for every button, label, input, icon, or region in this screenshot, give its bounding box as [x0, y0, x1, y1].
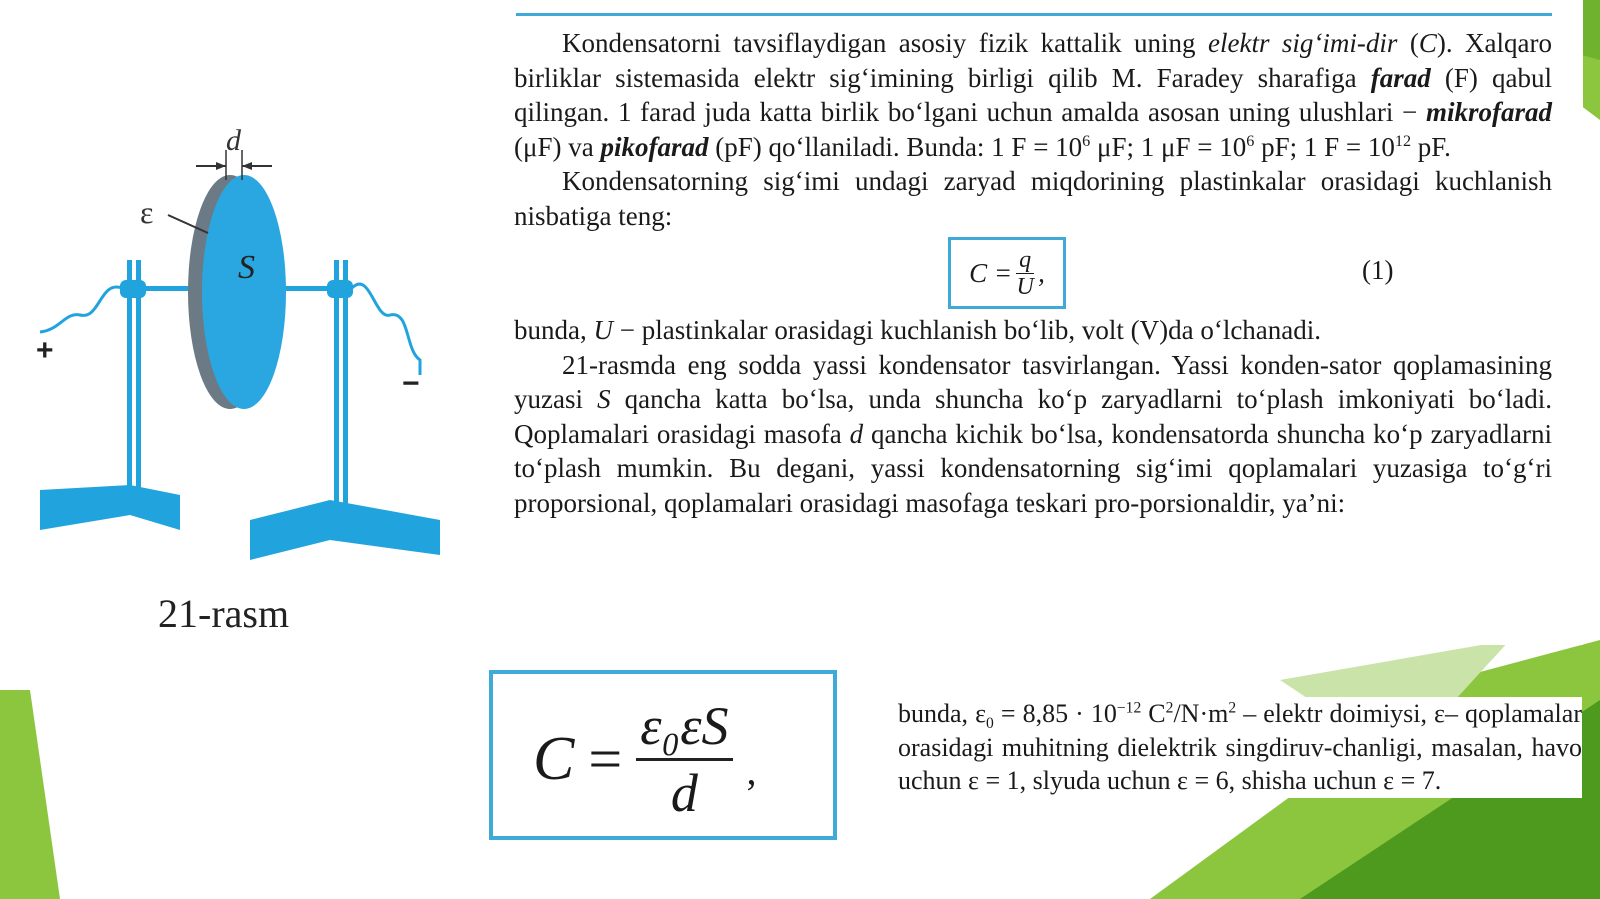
figure-caption: 21-rasm [158, 591, 290, 636]
paragraph1-run: μF; 1 μF = 10 [1090, 131, 1247, 162]
p3-prefix: bunda, [514, 315, 594, 345]
formula-1-denominator: U [1016, 273, 1034, 300]
paragraph1-run: 6 [1082, 131, 1091, 150]
p3-variable: U [593, 315, 613, 345]
paragraph1-run: C [1418, 28, 1437, 58]
p3-rest: − plastinkalar orasidagi kuchlanish bo‘lib, volt (V)da o‘lchanadi. [612, 315, 1322, 345]
side_text-run: /N·m [1173, 699, 1229, 728]
plus-sign: + [36, 334, 54, 367]
paragraph1-run: farad [1370, 62, 1431, 93]
formula-1-numerator: q [1016, 247, 1034, 274]
paragraph1-run: elektr sig‘imi-dir [1208, 28, 1398, 58]
side_text-run: 2 [1228, 699, 1237, 717]
formula-2-denominator: d [670, 763, 698, 823]
formula-1-row [514, 233, 1552, 313]
paragraph1-run: (μF) va [514, 131, 601, 162]
paragraph4-run: d [849, 418, 864, 449]
left-stand-base [40, 485, 180, 530]
paragraph4-run: qancha katta bo‘lsa, unda shuncha ko‘p zaryadlarni to‘plash imkoniyati bo‘ladi. Qoplamalari orasidagi masofa [514, 384, 1553, 449]
paragraph1-run: pF. [1411, 131, 1451, 162]
label-s: S [238, 249, 255, 286]
label-d: d [226, 124, 241, 157]
paragraph1-run: ). Xalqaro birliklar sistemasida elektr sig‘imining birligi qilib M. Faradey sharafiga [514, 28, 1552, 93]
paragraph1-run: 6 [1246, 131, 1255, 150]
capacitor-figure [30, 120, 450, 565]
paragraph1-run: 12 [1394, 131, 1412, 150]
paragraph-3 [514, 313, 1552, 348]
paragraph1-run: Kondensatorni tavsiflaydigan asosiy fizik kattalik uning [562, 28, 1208, 58]
paragraph1-run: pikofarad [600, 131, 709, 162]
paragraph4-run: 21-rasmda eng sodda yassi kondensator tasvirlangan. Yassi konden-sator qoplamasining yuzasi [514, 349, 1552, 414]
formula-2-lhs: C [533, 725, 575, 793]
body-text [514, 26, 1552, 520]
slide-decoration-left [0, 690, 90, 899]
capacitor-plate [202, 175, 286, 409]
top-rule [516, 13, 1552, 16]
paragraph-1 [514, 26, 1552, 164]
side-paragraph [898, 697, 1582, 798]
side_text-run: = 8,85 · 10 [993, 699, 1117, 728]
formula-2-numerator: ε₀εS [636, 694, 732, 761]
label-epsilon: ε [140, 194, 154, 230]
paragraph1-run: (pF) qo‘llaniladi. Bunda: 1 F = 10 [708, 131, 1083, 162]
paragraph-4 [514, 348, 1552, 521]
formula-2-equals: = [588, 726, 623, 792]
side-explanation [898, 697, 1582, 798]
formula-1-box [948, 237, 1066, 309]
side_text-run: C [1141, 699, 1166, 728]
paragraph1-run: (F) qabul qilingan. 1 farad juda katta birlik bo‘lgani uchun amalda asosan uning ulushlari − [514, 62, 1552, 127]
equation-number: (1) [1362, 255, 1394, 285]
paragraph1-run: ( [1397, 28, 1419, 58]
formula-2-box [489, 670, 837, 840]
paragraph4-run: qancha kichik bo‘lsa, kondensatorda shuncha ko‘p zaryadlarni to‘plash mumkin. Bu degani, yassi kondensatorning sig‘imi qoplamalari yuzasiga to‘g‘ri proporsional, qoplamalari orasidagi masofaga teskari pro-porsionaldir, ya’ni: [514, 418, 1553, 518]
side_text-run: – elektr doimiysi, ε– qoplamalar orasidagi muhitning dielektrik singdiruv-chanligi, masalan, havo uchun ε = 1, slyuda uchun ε = 6, shisha uchun ε = 7. [898, 699, 1582, 795]
paragraph-2: Kondensatorning sig‘imi undagi zaryad miqdorining plastinkalar orasidagi kuchlanish nisbatiga teng: [514, 166, 1552, 231]
formula-2-comma: , [746, 748, 757, 793]
side_text-run: bunda, ε [898, 699, 987, 728]
side_text-run: 2 [1165, 699, 1174, 717]
side_text-run: 0 [986, 715, 994, 733]
formula-1-comma: , [1038, 257, 1045, 288]
formula-1-fraction [1016, 247, 1034, 300]
side_text-run: −12 [1116, 699, 1142, 717]
formula-2-fraction [636, 694, 732, 825]
formula-1-lhs: C = [969, 257, 1013, 288]
paragraph4-run: S [597, 384, 611, 414]
paragraph1-run: mikrofarad [1425, 97, 1552, 127]
minus-sign: − [402, 367, 420, 400]
paragraph1-run: pF; 1 F = 10 [1254, 131, 1395, 162]
